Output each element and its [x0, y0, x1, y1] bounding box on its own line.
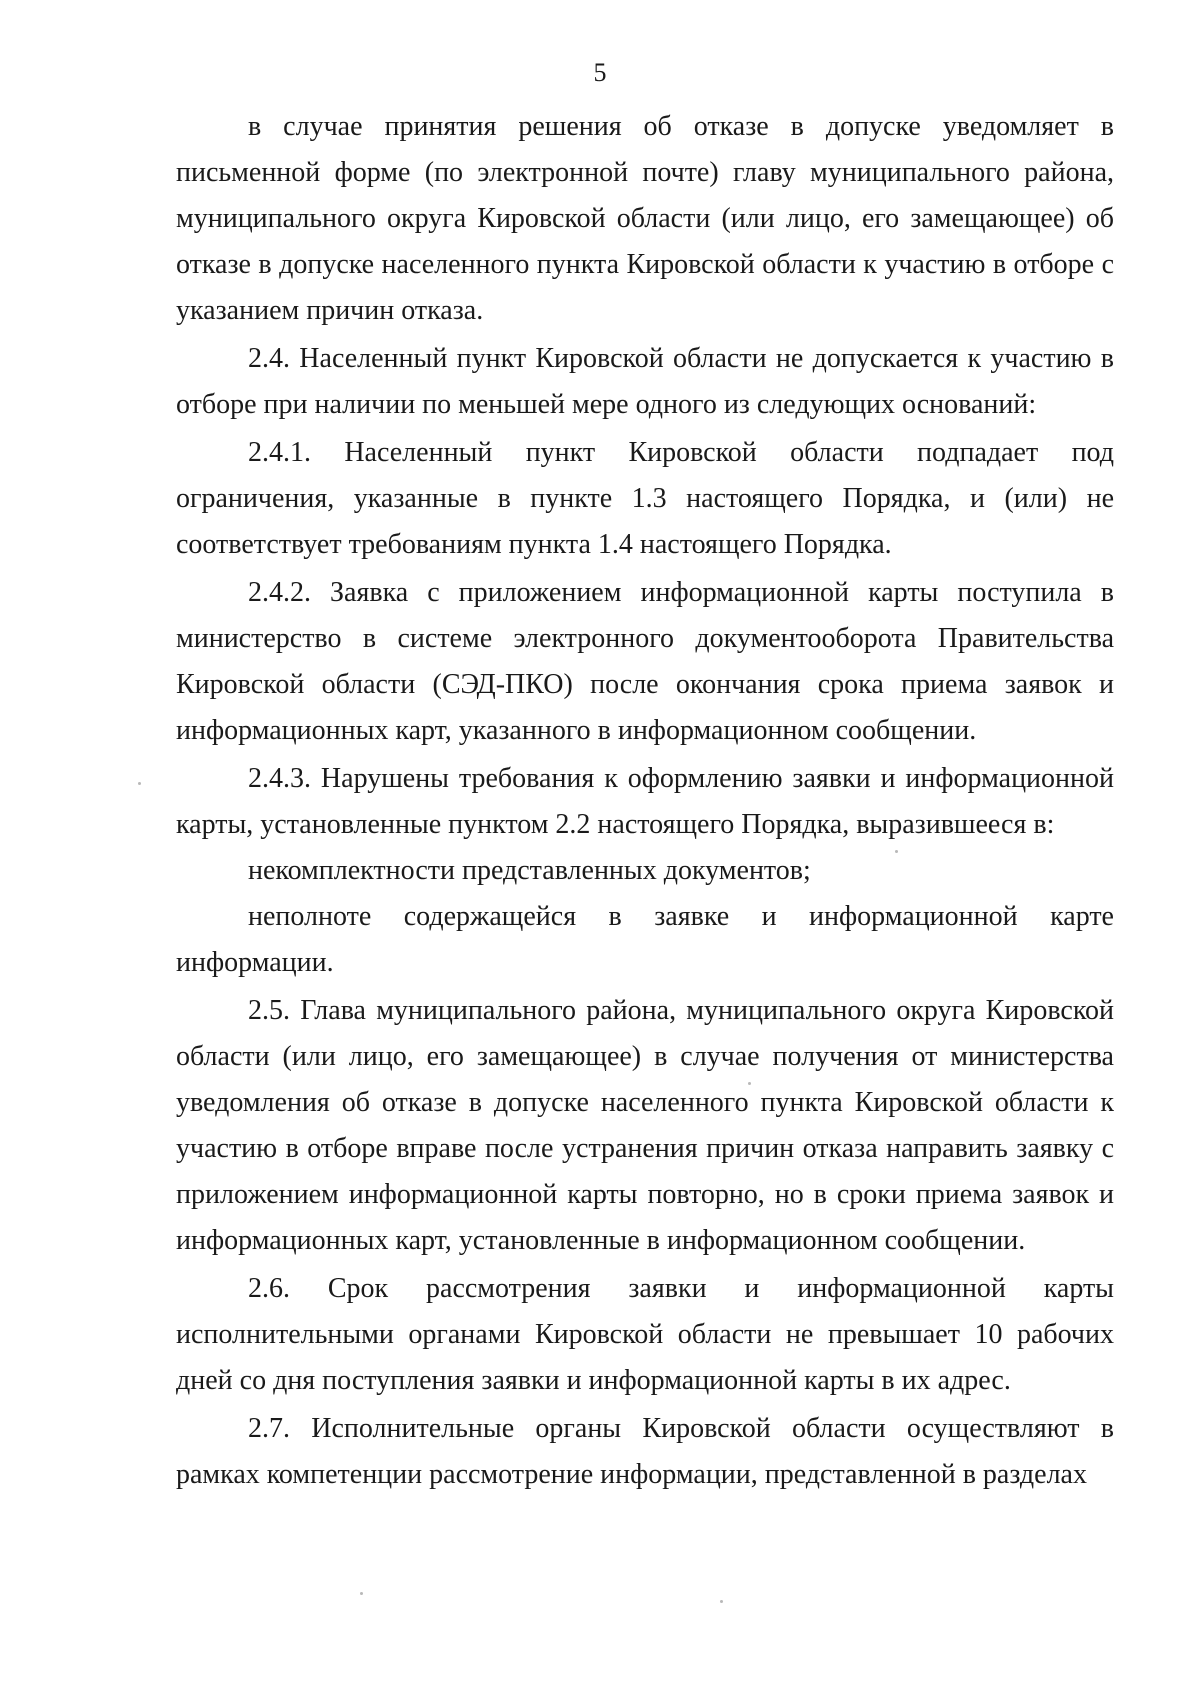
- paragraph-notification-refusal: в случае принятия решения об отказе в допуске уведомляет в письменной форме (по электронной почте) главу муниципального района, муниципального округа Кировской области (или лицо, его замещающее) об отказе в допуске населенного пункта Кировской области к участию в отборе с указанием причин отказа.: [176, 111, 1114, 326]
- scan-speck: [138, 782, 141, 785]
- scan-speck: [360, 1592, 363, 1595]
- paragraph-2-5: 2.5. Глава муниципального района, муниципального округа Кировской области (или лицо, его замещающее) в случае получения от министерства уведомления об отказе в допуске населенного пункта Кировской области к участию в отборе вправе после устранения причин отказа направить заявку с приложением информационной карты повторно, но в сроки приема заявок и информационных карт, установленные в информационном сообщении.: [176, 995, 1114, 1256]
- paragraph-incomplete-information: неполноте содержащейся в заявке и информационной карте информации.: [176, 901, 1114, 978]
- paragraph-2-4-2: 2.4.2. Заявка с приложением информационной карты поступила в министерство в системе электронного документооборота Правительства Кировской области (СЭД-ПКО) после окончания срока приема заявок и информационных карт, указанного в информационном сообщении.: [176, 577, 1114, 746]
- paragraph-incomplete-documents: некомплектности представленных документов;: [248, 855, 811, 886]
- scan-speck: [748, 1082, 751, 1085]
- paragraph-2-7: 2.7. Исполнительные органы Кировской области осуществляют в рамках компетенции рассмотрение информации, представленной в разделах: [176, 1413, 1114, 1490]
- paragraph-2-6: 2.6. Срок рассмотрения заявки и информационной карты исполнительными органами Кировской области не превышает 10 рабочих дней со дня поступления заявки и информационной карты в их адрес.: [176, 1273, 1114, 1396]
- page-number: 5: [593, 58, 607, 87]
- paragraph-2-4-1: 2.4.1. Населенный пункт Кировской области подпадает под ограничения, указанные в пункте 1.3 настоящего Порядка, и (или) не соответствует требованиям пункта 1.4 настоящего Порядка.: [176, 437, 1114, 560]
- paragraph-2-4: 2.4. Населенный пункт Кировской области не допускается к участию в отборе при наличии по меньшей мере одного из следующих оснований:: [176, 343, 1114, 420]
- paragraph-2-4-3: 2.4.3. Нарушены требования к оформлению заявки и информационной карты, установленные пунктом 2.2 настоящего Порядка, выразившееся в:: [176, 763, 1114, 840]
- document-body: [176, 104, 1114, 1498]
- scan-speck: [895, 850, 898, 853]
- scan-speck: [720, 1600, 723, 1603]
